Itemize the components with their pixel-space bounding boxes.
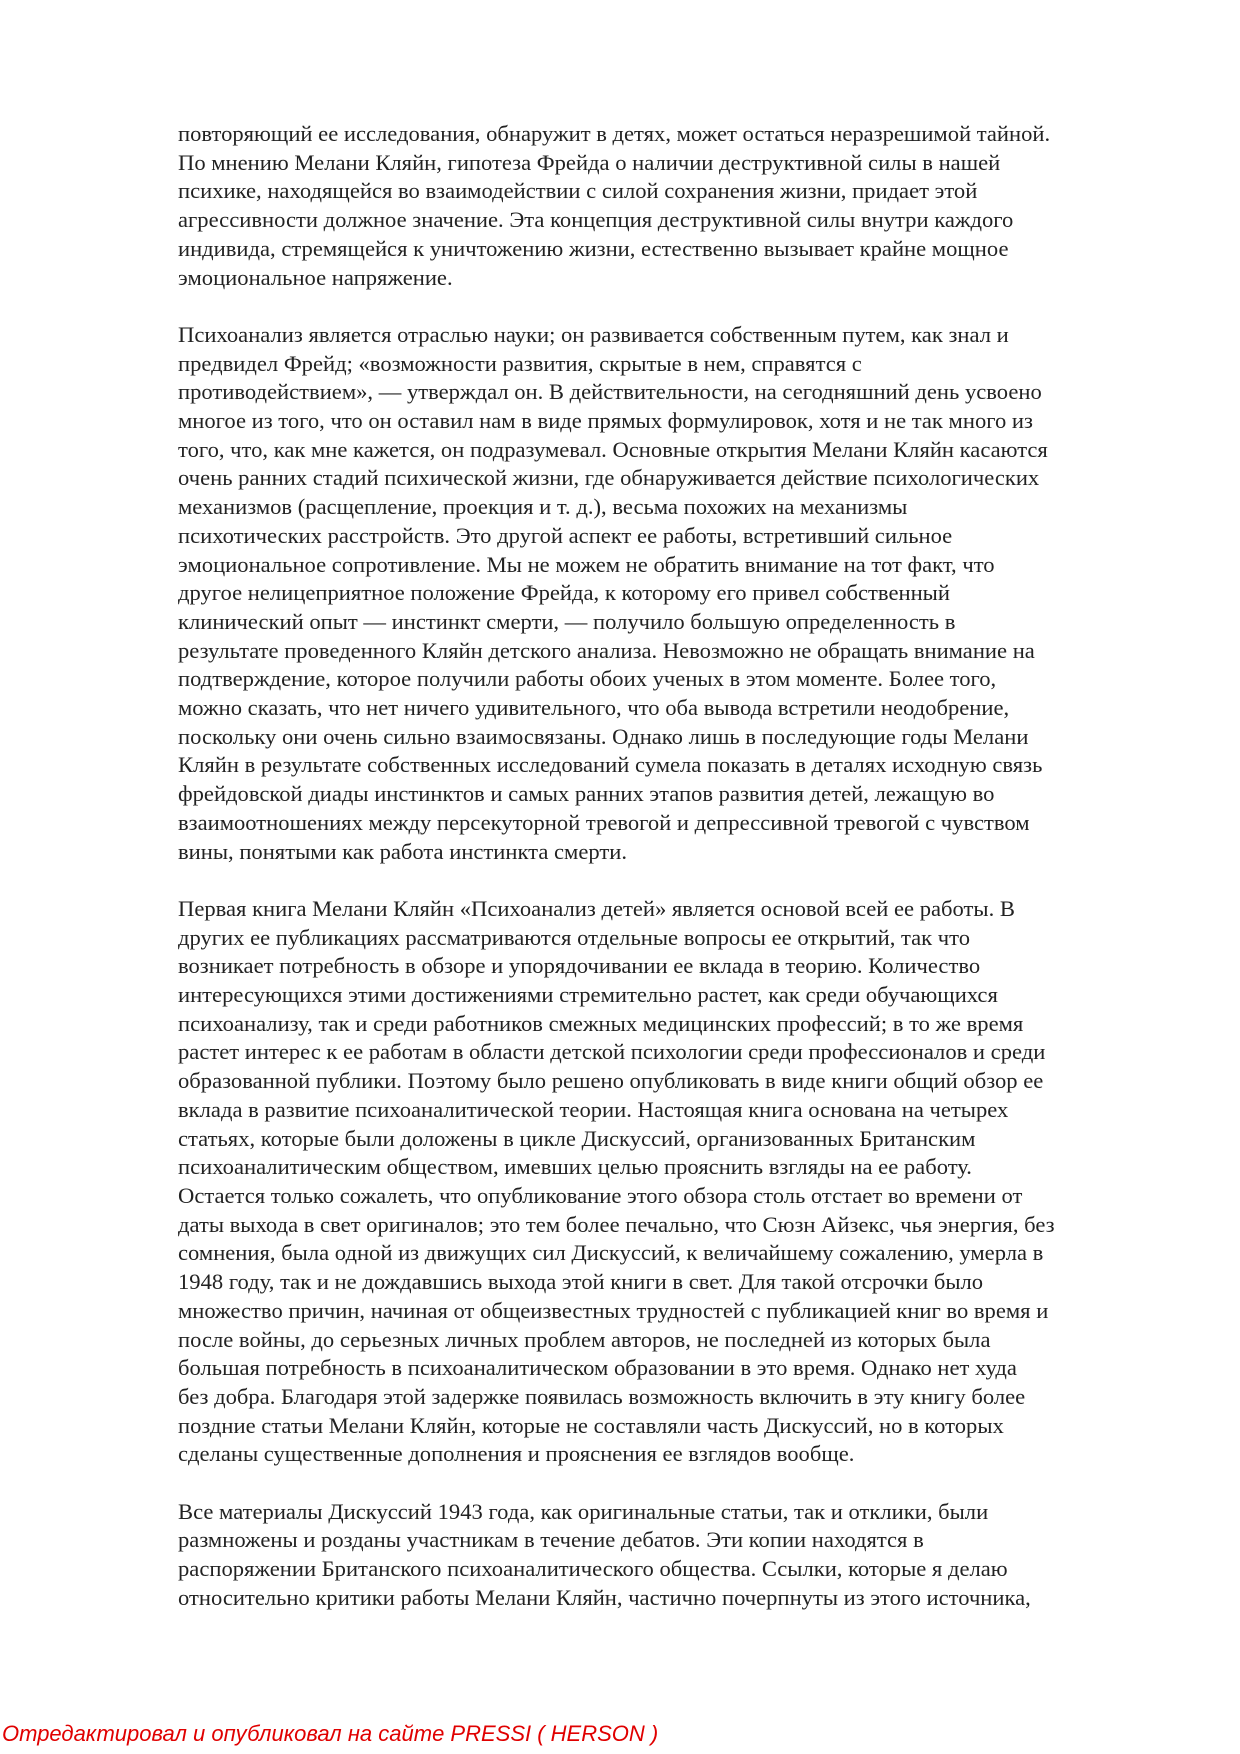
text-line: множество причин, начиная от общеизвестных трудностей с публикацией книг во время и (178, 1297, 1049, 1323)
text-line: индивида, стремящейся к уничтожению жизни, естественно вызывает крайне мощное (178, 235, 1009, 261)
text-line: без добра. Благодаря этой задержке появилась возможность включить в эту книгу более (178, 1383, 1026, 1409)
text-line: взаимоотношениях между персекуторной тревогой и депрессивной тревогой с чувством (178, 809, 1030, 835)
text-line: фрейдовской диады инстинктов и самых ранних этапов развития детей, лежащую во (178, 781, 995, 807)
text-line: большая потребность в психоаналитическом образовании в это время. Однако нет худа (178, 1355, 1017, 1381)
text-line: поздние статьи Мелани Кляйн, которые не составляли часть Дискуссий, но в которых (178, 1412, 1004, 1438)
text-line: механизмов (расщепление, проекция и т. д.), весьма похожих на механизмы (178, 494, 908, 520)
text-line: поскольку они очень сильно взаимосвязаны. Однако лишь в последующие годы Мелани (178, 723, 1029, 749)
text-line: психотических расстройств. Это другой аспект ее работы, встретивший сильное (178, 522, 953, 548)
text-line: подтверждение, которое получили работы обоих ученых в этом моменте. Более того, (178, 666, 997, 692)
text-line: интересующихся этими достижениями стремительно растет, как среди обучающихся (178, 982, 998, 1008)
text-line: агрессивности должное значение. Эта концепция деструктивной силы внутри каждого (178, 207, 1014, 233)
text-line: противодействием», — утверждал он. В действительности, на сегодняшний день усвоено (178, 379, 1042, 405)
text-line: других ее публикациях рассматриваются отдельные вопросы ее открытий, так что (178, 924, 971, 950)
document-body (178, 120, 1158, 1613)
text-line: другое нелицеприятное положение Фрейда, к которому его привел собственный (178, 580, 950, 606)
text-line: сделаны существенные дополнения и прояснения ее взглядов вообще. (178, 1441, 855, 1467)
text-line: Все материалы Дискуссий 1943 года, как оригинальные статьи, так и отклики, были (178, 1498, 989, 1524)
text-line: распоряжении Британского психоаналитического общества. Ссылки, которые я делаю (178, 1556, 1008, 1582)
text-line: повторяющий ее исследования, обнаружит в детях, может остаться неразрешимой тайной. (178, 121, 1051, 146)
text-line: размножены и розданы участникам в течение дебатов. Эти копии находятся в (178, 1527, 924, 1553)
paragraph-4 (178, 1498, 1158, 1613)
text-line: 1948 году, так и не дождавшись выхода этой книги в свет. Для такой отсрочки было (178, 1269, 984, 1295)
text-line: эмоциональное сопротивление. Мы не можем не обратить внимание на тот факт, что (178, 551, 995, 577)
paragraph-3 (178, 895, 1158, 1469)
text-line: клинический опыт — инстинкт смерти, — получило большую определенность в (178, 608, 956, 634)
text-line: Остается только сожалеть, что опубликование этого обзора столь отстает во времени от (178, 1182, 1023, 1208)
text-line: можно сказать, что нет ничего удивительного, что оба вывода встретили неодобрение, (178, 695, 1010, 721)
text-line: многое из того, что он оставил нам в виде прямых формулировок, хотя и не так много из (178, 408, 1033, 434)
text-line: вины, понятыми как работа инстинкта смерти. (178, 838, 627, 864)
text-line: вклада в развитие психоаналитической теории. Настоящая книга основана на четырех (178, 1096, 1009, 1122)
text-line: По мнению Мелани Кляйн, гипотеза Фрейда о наличии деструктивной силы в нашей (178, 149, 1001, 175)
text-line: даты выхода в свет оригиналов; это тем более печально, что Сюзн Айзекс, чья энергия, без (178, 1211, 1055, 1237)
text-line: психике, находящейся во взаимодействии с силой сохранения жизни, придает этой (178, 178, 978, 204)
paragraph-2 (178, 321, 1158, 866)
text-line: относительно критики работы Мелани Кляйн, частично почерпнуты из этого источника, (178, 1584, 1031, 1610)
text-line: растет интерес к ее работам в области детской психологии среди профессионалов и среди (178, 1039, 1046, 1065)
text-line: эмоциональное напряжение. (178, 264, 453, 290)
text-line: Психоанализ является отраслью науки; он развивается собственным путем, как знал и (178, 321, 1009, 347)
publisher-footer-note: Отредактировал и опубликовал на сайте PRESSI ( HERSON ) (2, 1721, 659, 1746)
text-line: Кляйн в результате собственных исследований сумела показать в деталях исходную связь (178, 752, 1043, 778)
text-line: психоаналитическим обществом, имевших целью прояснить взгляды на ее работу. (178, 1154, 972, 1180)
text-line: того, что, как мне кажется, он подразумевал. Основные открытия Мелани Кляйн касаются (178, 436, 1048, 462)
text-line: предвидел Фрейд; «возможности развития, скрытые в нем, справятся с (178, 350, 862, 376)
paragraph-1 (178, 120, 1158, 292)
text-line: статьях, которые были доложены в цикле Дискуссий, организованных Британским (178, 1125, 976, 1151)
text-line: возникает потребность в обзоре и упорядочивании ее вклада в теорию. Количество (178, 953, 981, 979)
text-line: очень ранних стадий психической жизни, где обнаруживается действие психологических (178, 465, 1040, 491)
text-line: результате проведенного Кляйн детского анализа. Невозможно не обращать внимание на (178, 637, 1035, 663)
text-line: после войны, до серьезных личных проблем авторов, не последней из которых была (178, 1326, 991, 1352)
text-line: Первая книга Мелани Кляйн «Психоанализ детей» является основой всей ее работы. В (178, 895, 1015, 921)
text-line: сомнения, была одной из движущих сил Дискуссий, к величайшему сожалению, умерла в (178, 1240, 1044, 1266)
text-line: образованной публики. Поэтому было решено опубликовать в виде книги общий обзор ее (178, 1068, 1044, 1094)
text-line: психоанализу, так и среди работников смежных медицинских профессий; в то же время (178, 1010, 1024, 1036)
